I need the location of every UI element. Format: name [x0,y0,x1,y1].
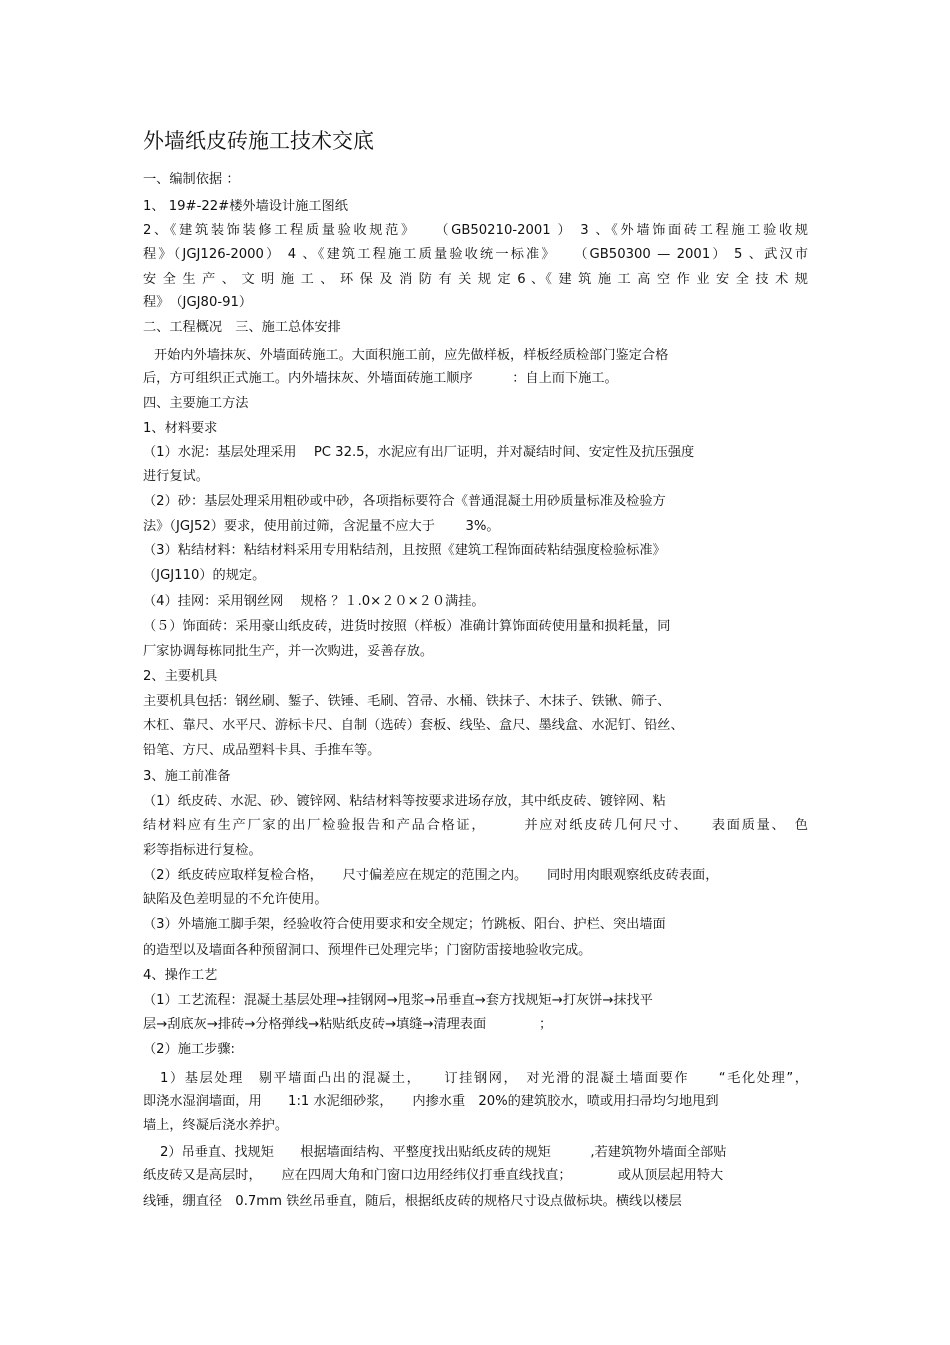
section-heading: 四、主要施工方法 [143,396,249,411]
paragraph-line: 后，方可组织正式施工。内外墙抹灰、外墙面砖施工顺序 ：自上而下施工。 [143,371,618,386]
paragraph-line: （2）砂：基层处理采用粗砂或中砂，各项指标要符合《普通混凝土用砂质量标准及检验方 [143,494,666,509]
subsection-heading: 1、材料要求 [143,421,218,436]
paragraph-line: 墙上，终凝后浇水养护。 [143,1118,289,1133]
paragraph-line: 1）基层处理 剔平墙面凸出的混凝土， 订挂钢网， 对光滑的混凝土墙面要作 “毛化处理”， [160,1071,808,1086]
paragraph-line: 缺陷及色差明显的不允许使用。 [143,892,328,907]
paragraph-line: 安 全 生 产 、 文 明 施 工 、 环 保 及 消 防 有 关 规 定 6 、《 建 筑 施 工 高 空 作 业 安 全 技 术 规 [143,272,808,287]
paragraph-line: 法》（JGJ52）要求，使用前过筛，含泥量不应大于 3%。 [143,519,500,534]
subsection-heading: 3、施工前准备 [143,769,231,784]
paragraph-line: （2）施工步骤: [143,1042,235,1057]
paragraph-line: 2、《建筑装饰装修工程质量验收规范》 （GB50210-2001 ） 3 、《外墙饰面砖工程施工验收规 [143,223,808,238]
subsection-heading: 4、操作工艺 [143,968,218,983]
paragraph-line: 纸皮砖又是高层时， 应在四周大角和门窗口边用经纬仪打垂直线找直； 或从顶层起用特大 [143,1168,724,1183]
paragraph-line: （3）粘结材料：粘结材料采用专用粘结剂，且按照《建筑工程饰面砖粘结强度检验标准》 [143,543,666,558]
section-heading: 二、工程概况 三、施工总体安排 [143,320,341,335]
paragraph-line: 木杠、靠尺、水平尺、游标卡尺、自制（选砖）套板、线坠、盒尺、墨线盒、水泥钉、铅丝、 [143,718,684,733]
paragraph-line: （2）纸皮砖应取样复检合格， 尺寸偏差应在规定的范围之内。 同时用肉眼观察纸皮砖表面， [143,868,719,883]
paragraph-line: 铅笔、方尺、成品塑料卡具、手推车等。 [143,743,381,758]
paragraph-line: （５）饰面砖：采用豪山纸皮砖，进货时按照（样板）准确计算饰面砖使用量和损耗量，同 [143,619,671,634]
paragraph-line: 厂家协调每栋同批生产，并一次购进，妥善存放。 [143,644,434,659]
paragraph-line: （4）挂网：采用钢丝网 规格 ？１.0×２０×２０满挂。 [143,594,485,609]
paragraph-line: 层→刮底灰→排砖→分格弹线→粘贴纸皮砖→填缝→清理表面 ； [143,1017,553,1032]
paragraph-line: 开始内外墙抹灰、外墙面砖施工。大面积施工前，应先做样板，样板经质检部门鉴定合格 [154,348,669,363]
paragraph-line: （3）外墙施工脚手架，经验收符合使用要求和安全规定；竹跳板、阳台、护栏、突出墙面 [143,917,666,932]
paragraph-line: 的造型以及墙面各种预留洞口、预埋件已处理完毕；门窗防雷接地验收完成。 [143,943,592,958]
paragraph-line: 1、 19#-22#楼外墙设计施工图纸 [143,199,348,214]
paragraph-line: 即浇水湿润墙面，用 1:1 水泥细砂浆， 内掺水重 20%的建筑胶水，喷或用扫帚均匀地甩到 [143,1094,719,1109]
paragraph-line: 线锤，绷直径 0.7mm 铁丝吊垂直，随后，根据纸皮砖的规格尺寸设点做标块。横线以楼层 [143,1194,682,1209]
paragraph-line: 结材料应有生产厂家的出厂检验报告和产品合格证， 并应对纸皮砖几何尺寸、 表面质量、 色 [143,818,808,833]
paragraph-line: 主要机具包括：钢丝刷、錾子、铁锤、毛刷、笤帚、水桶、铁抹子、木抹子、铁锹、筛子、 [143,694,671,709]
paragraph-line: 程》（JGJ126-2000） 4 、《建筑工程施工质量验收统一标准》 （GB50300 — 2001） 5 、武汉市 [143,247,808,262]
paragraph-line: 彩等指标进行复检。 [143,843,262,858]
paragraph-line: （1）纸皮砖、水泥、砂、镀锌网、粘结材料等按要求进场存放，其中纸皮砖、镀锌网、粘 [143,794,666,809]
paragraph-line: （1）工艺流程：混凝土基层处理→挂钢网→甩浆→吊垂直→套方找规矩→打灰饼→抹找平 [143,993,653,1008]
paragraph-line: 程》 （JGJ80-91） [143,295,253,310]
subsection-heading: 2、主要机具 [143,669,218,684]
paragraph-line: （1）水泥：基层处理采用 PC 32.5，水泥应有出厂证明，并对凝结时间、安定性及抗压强度 [143,445,695,460]
section-heading: 一、编制依据 ： [143,172,240,187]
paragraph-line: 2）吊垂直、找规矩 根据墙面结构、平整度找出贴纸皮砖的规矩 ,若建筑物外墙面全部贴 [160,1145,727,1160]
page-title: 外墙纸皮砖施工技术交底 [143,129,374,153]
paragraph-line: 进行复试。 [143,469,209,484]
paragraph-line: （JGJ110）的规定。 [143,568,266,583]
